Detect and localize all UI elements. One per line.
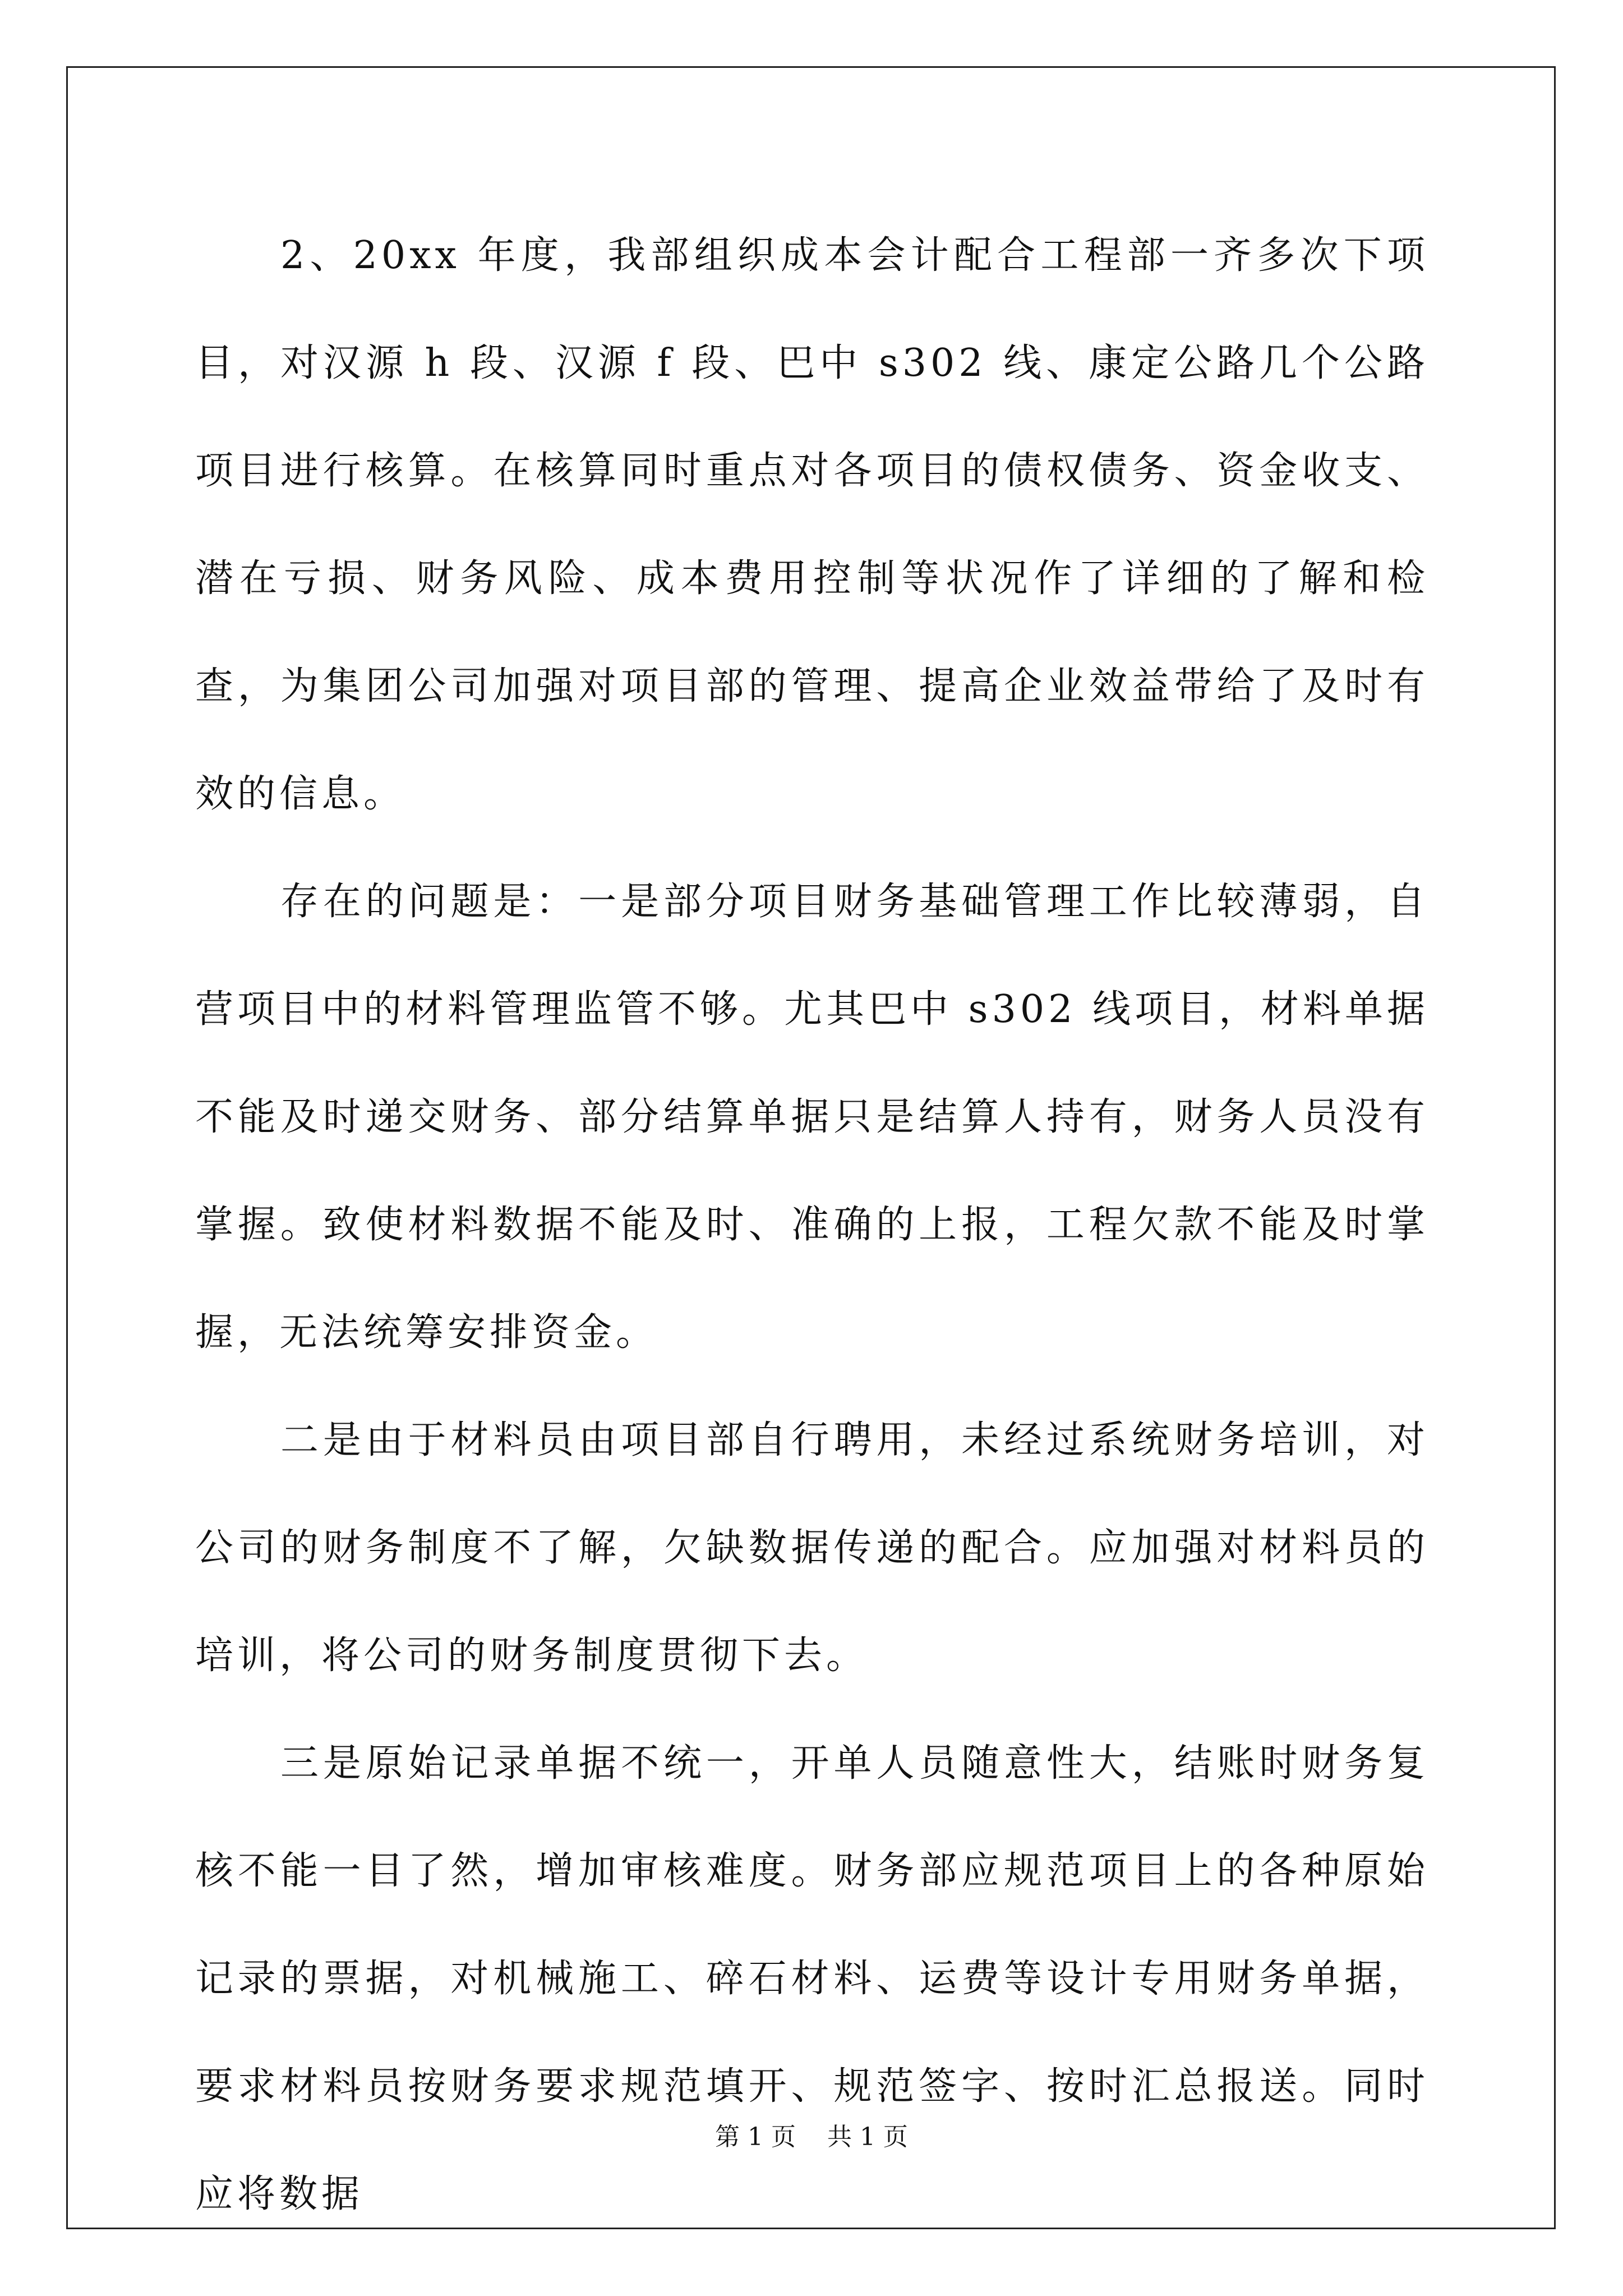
page-total: 共 1 页 (827, 2123, 908, 2151)
paragraph-2: 存在的问题是：一是部分项目财务基础管理工作比较薄弱，自营项目中的材料管理监管不够。尤其巴中 s302 线项目，材料单据不能及时递交财务、部分结算单据只是结算人持有，财务人员没有掌握。致使材料数据不能及时、准确的上报，工程欠款不能及时掌握，无法统筹安排资金。 (195, 880, 1429, 1355)
page-footer (0, 2120, 1623, 2154)
page-number: 第 1 页 (715, 2123, 796, 2151)
document-body (195, 202, 1429, 2248)
paragraph-4: 三是原始记录单据不统一，开单人员随意性大，结账时财务复核不能一目了然，增加审核难度。财务部应规范项目上的各种原始记录的票据，对机械施工、碎石材料、运费等设计专用财务单据，要求材料员按财务要求规范填开、规范签字、按时汇总报送。同时应将数据 (195, 1741, 1429, 2216)
paragraph-1: 2、20xx 年度，我部组织成本会计配合工程部一齐多次下项目，对汉源 h 段、汉源 f 段、巴中 s302 线、康定公路几个公路项目进行核算。在核算同时重点对各项目的债权债务、资金收支、潜在亏损、财务风险、成本费用控制等状况作了详细的了解和检查，为集团公司加强对项目部的管理、提高企业效益带给了及时有效的信息。 (195, 233, 1429, 816)
paragraph-3: 二是由于材料员由项目部自行聘用，未经过系统财务培训，对公司的财务制度不了解，欠缺数据传递的配合。应加强对材料员的培训，将公司的财务制度贯彻下去。 (195, 1418, 1429, 1678)
